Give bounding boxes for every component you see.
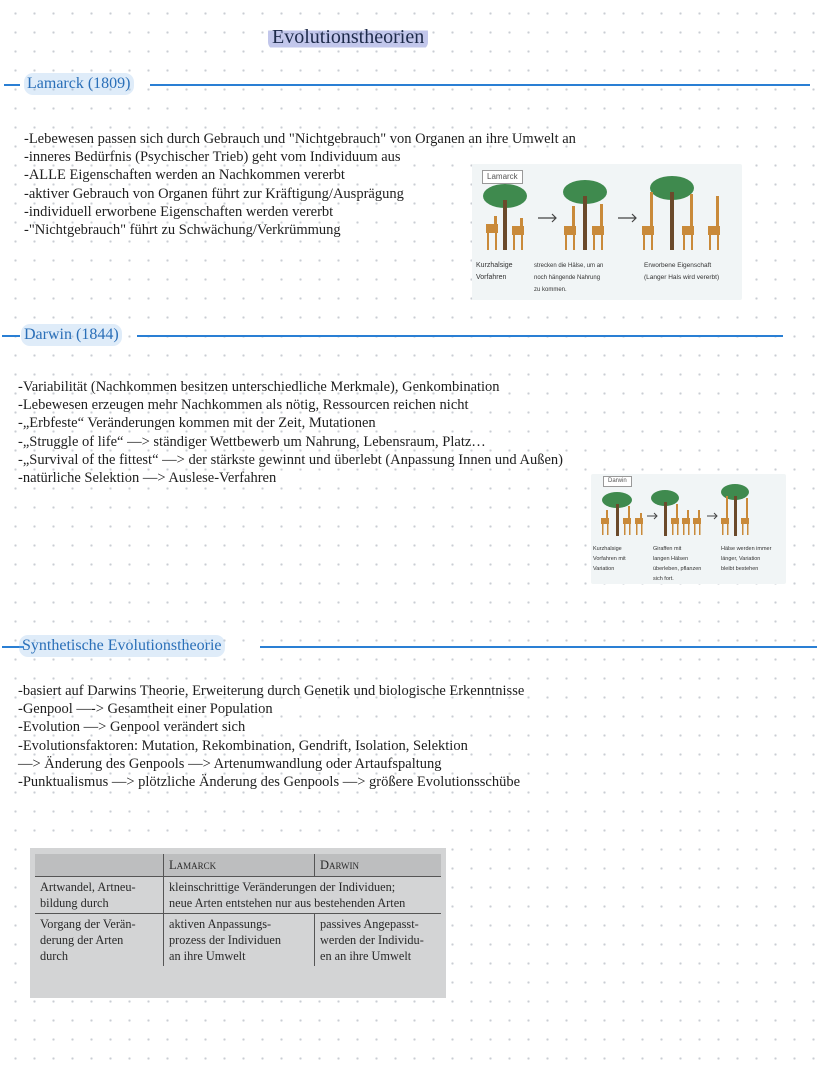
- tree-icon: [483, 184, 527, 250]
- table-row: [35, 914, 441, 967]
- list-item: -aktiver Gebrauch von Organen führt zur Kräftigung/Ausprägung: [24, 185, 404, 202]
- figure-caption: Kurzhalsige Vorfahren: [476, 262, 513, 281]
- giraffe-illustration: [591, 480, 786, 544]
- table-cell: passives Angepasst- werden der Individu- en an ihre Umwelt: [315, 914, 442, 967]
- section-heading-synthetisch: [0, 635, 820, 657]
- tree-icon: [650, 176, 694, 250]
- giraffe-icon: [601, 506, 643, 535]
- list-item: -ALLE Eigenschaften werden an Nachkommen vererbt: [24, 167, 345, 184]
- page-title: Evolutionstheorien: [268, 24, 428, 50]
- arrow-icon: [707, 513, 717, 519]
- lamarck-figure: [472, 164, 742, 300]
- figure-caption: Erworbene Eigenschaft (Langer Hals wird vererbt): [644, 262, 720, 281]
- list-item: -Genpool —-> Gesamtheit einer Population: [18, 701, 273, 718]
- giraffe-icon: [671, 504, 701, 535]
- giraffe-icon: [642, 192, 720, 250]
- table-header-row: [35, 854, 441, 877]
- darwin-list: [18, 378, 563, 487]
- synthetisch-heading: Synthetische Evolutionstheorie: [19, 635, 225, 657]
- list-item: -"Nichtgebrauch" führt zu Schwächung/Verkrümmung: [24, 222, 341, 239]
- section-heading-darwin: [0, 324, 790, 346]
- lamarck-heading: Lamarck (1809): [24, 73, 134, 95]
- giraffe-illustration: [472, 172, 742, 262]
- figure-caption: Giraffen mit langen Hälsen überleben, pflanzen sich fort.: [653, 546, 702, 582]
- list-item: -Punktualismus —> plötzliche Änderung des Genpools —> größere Evolutionsschübe: [18, 774, 521, 791]
- arrow-icon: [618, 214, 636, 222]
- figure-tag: Lamarck: [482, 170, 523, 184]
- list-item: -Evolution —> Genpool verändert sich: [18, 719, 246, 736]
- figure-caption: strecken die Hälse, um an noch hängende Nahrung zu kommen.: [534, 263, 604, 293]
- list-item: —> Änderung des Genpools —> Artenumwandlung oder Artaufspaltung: [18, 755, 442, 772]
- table-header-cell: Darwin: [315, 854, 442, 877]
- list-item: -„Struggle of life“ —> ständiger Wettbewerb um Nahrung, Lebensraum, Platz…: [18, 433, 486, 450]
- table-cell: aktiven Anpassungs- prozess der Individuen an ihre Umwelt: [164, 914, 315, 967]
- darwin-heading: Darwin (1844): [21, 324, 122, 346]
- figure-caption: Kurzhalsige Vorfahren mit Variation: [593, 546, 626, 572]
- section-heading-lamarck: [0, 73, 812, 95]
- comparison-table: [30, 848, 446, 998]
- list-item: -inneres Bedürfnis (Psychischer Trieb) geht vom Individuum aus: [24, 149, 401, 166]
- list-item: -Lebewesen erzeugen mehr Nachkommen als nötig, Ressourcen reichen nicht: [18, 397, 469, 414]
- tree-icon: [651, 490, 679, 536]
- list-item: -„Survival of the fittest“ —> der stärkste gewinnt und überlebt (Anpassung Innen und Außen): [18, 451, 563, 468]
- arrow-icon: [538, 214, 556, 222]
- figure-tag: Darwin: [603, 476, 632, 487]
- table-header-cell: Lamarck: [164, 854, 315, 877]
- table-cell: Vorgang der Verän- derung der Arten durch: [40, 917, 136, 963]
- table-cell: Artwandel, Artneu- bildung durch: [35, 877, 164, 914]
- list-item: -Lebewesen passen sich durch Gebrauch und "Nichtgebrauch" von Organen an ihre Umwelt an: [24, 131, 576, 147]
- list-item: -individuell erworbene Eigenschaften werden vererbt: [24, 203, 334, 220]
- list-item: -„Erbfeste“ Veränderungen kommen mit der Zeit, Mutationen: [18, 415, 376, 432]
- list-item: -Evolutionsfaktoren: Mutation, Rekombination, Gendrift, Isolation, Selektion: [18, 737, 468, 754]
- tree-icon: [721, 484, 749, 536]
- synthetisch-list: [18, 682, 524, 791]
- darwin-figure: [591, 474, 786, 584]
- list-item: -natürliche Selektion —> Auslese-Verfahren: [18, 470, 277, 487]
- table-header-cell: [35, 854, 164, 877]
- table-row: [35, 877, 441, 914]
- list-item: -basiert auf Darwins Theorie, Erweiterung durch Genetik und biologische Erkenntnisse: [18, 683, 525, 699]
- list-item: -Variabilität (Nachkommen besitzen unterschiedliche Merkmale), Genkombination: [18, 379, 500, 395]
- figure-caption: Hälse werden immer länger, Variation bleibt bestehen: [721, 546, 772, 572]
- arrow-icon: [647, 513, 657, 519]
- table-cell: kleinschrittige Veränderungen der Individuen; neue Arten entstehen nur aus bestehenden Arten: [164, 877, 442, 914]
